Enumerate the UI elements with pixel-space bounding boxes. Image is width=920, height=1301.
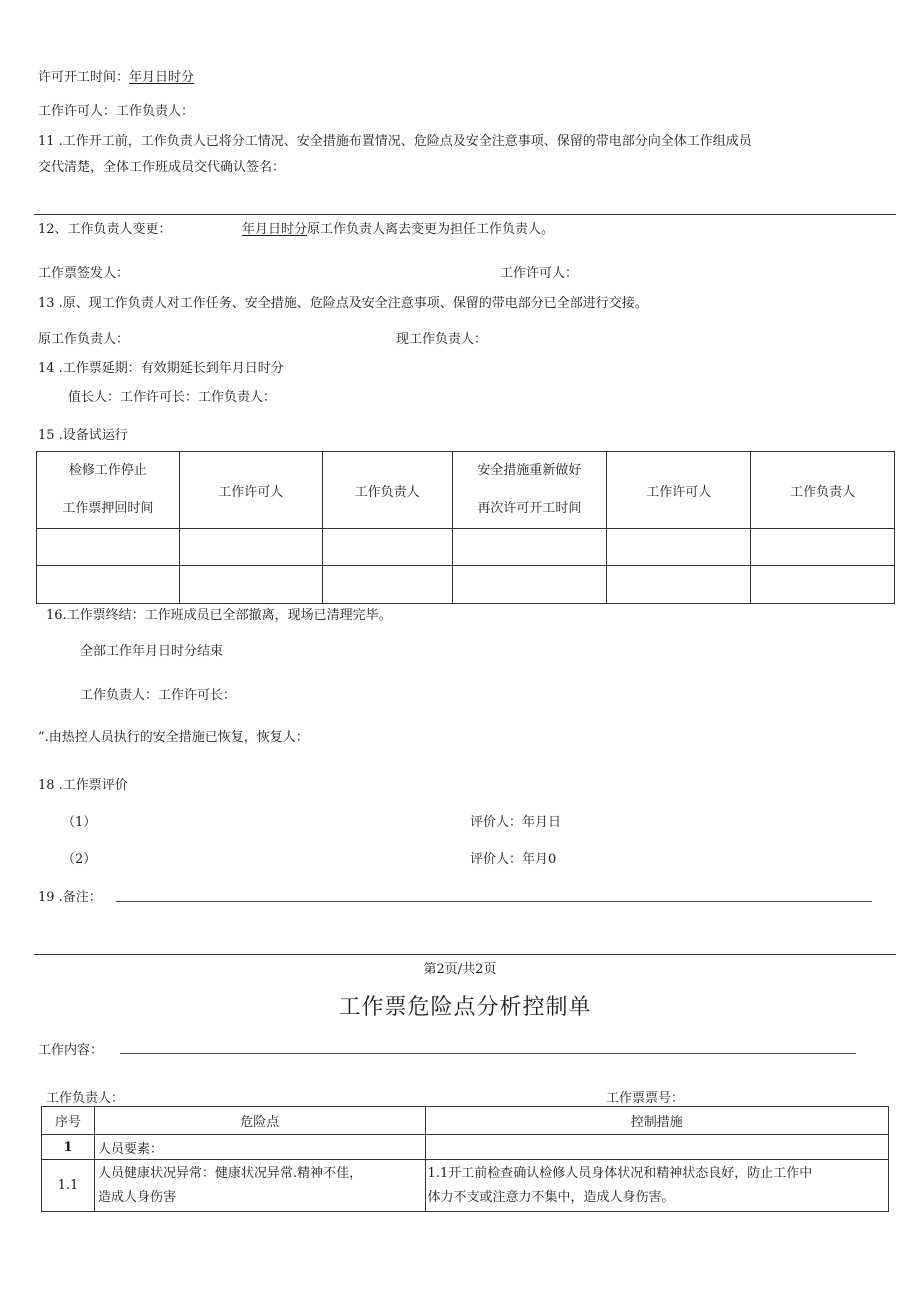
item18-title: 18 .工作票评价 (38, 778, 128, 793)
table-cell[interactable] (322, 566, 452, 604)
item12-time: 年月日时分 (242, 222, 308, 237)
table-cell[interactable] (751, 529, 895, 566)
table-cell[interactable] (179, 566, 322, 604)
old-responsible: 原工作负责人： (38, 332, 130, 347)
item11-line1: 11 .工作开工前，工作负责人已将分工情况、安全措施布置情况、危险点及安全注意事项、保留的带电部分向全体工作组成员 (38, 134, 752, 149)
item12-permitter: 工作许可人： (500, 266, 579, 281)
eval-item-2-evaluator: 评价人：年月0 (470, 852, 557, 867)
row-measure (425, 1135, 888, 1160)
permit-time-label: 许可开工时间： (38, 70, 130, 85)
trial-run-header-row (37, 452, 895, 529)
row-num: 1.1 (42, 1160, 95, 1212)
table-cell[interactable] (607, 566, 751, 604)
table-cell[interactable] (751, 566, 895, 604)
row-measure: 1.1开工前检查确认检修人员身体状况和精神状态良好，防止工作中 体力不支或注意力不集中，造成人身伤害。 (425, 1160, 888, 1212)
row-hazard: 人员要素： (94, 1135, 425, 1160)
row-num: 1 (42, 1135, 95, 1160)
header-responsible-1: 工作负责人 (322, 452, 452, 529)
item12-body (242, 218, 554, 237)
header-restart-time: 安全措施重新做好 再次许可开工时间 (452, 452, 607, 529)
row-hazard: 人员健康状况异常：健康状况异常.精神不佳， 造成人身伤害 (94, 1160, 425, 1212)
table-cell[interactable] (322, 529, 452, 566)
remarks-label: 19 .备注： (38, 890, 102, 905)
work-content-label: 工作内容： (38, 1043, 104, 1058)
permit-time (38, 66, 194, 85)
remarks-field[interactable] (116, 901, 872, 902)
table-cell[interactable] (607, 529, 751, 566)
divider-line (34, 214, 896, 215)
header-hazard: 危险点 (94, 1107, 425, 1135)
new-responsible: 现工作负责人： (396, 332, 488, 347)
permit-time-value: 年月日时分 (129, 70, 195, 85)
header-responsible-2: 工作负责人 (751, 452, 895, 529)
table-row (42, 1160, 889, 1212)
item14-text: 14 .工作票延期：有效期延长到年月日时分 (38, 361, 284, 376)
header-stop-time: 检修工作停止 工作票押回时间 (37, 452, 180, 529)
permit-people: 工作许可人：工作负责人： (38, 104, 195, 119)
page-divider (34, 954, 896, 955)
eval-item-1-num: （1） (62, 815, 97, 830)
table-cell[interactable] (452, 566, 607, 604)
header-seq: 序号 (42, 1107, 95, 1135)
table-cell[interactable] (37, 566, 180, 604)
header-permitter-2: 工作许可人 (607, 452, 751, 529)
item16-text: 16.工作票终结：工作班成员已全部撤离，现场已清理完毕。 (46, 608, 392, 623)
item16-end: 全部工作年月日时分结束 (80, 644, 224, 659)
item14-people: 值长人：工作许可长：工作负责人： (68, 390, 277, 405)
page-number: 第2页/共2页 (423, 962, 497, 977)
hazard-table (41, 1106, 889, 1212)
item11-line2: 交代清楚，全体工作班成员交代确认签名： (38, 160, 286, 175)
ticket-number: 工作票票号： (606, 1091, 685, 1106)
sheet-title: 工作票危险点分析控制单 (338, 995, 592, 1020)
table-row (42, 1135, 889, 1160)
table-cell[interactable] (179, 529, 322, 566)
item15-title: 15 .设备试运行 (38, 428, 128, 443)
table-cell[interactable] (37, 529, 180, 566)
item16-people: 工作负责人：工作许可长： (80, 688, 237, 703)
work-content-field[interactable] (120, 1053, 856, 1054)
item13-text: 13 .原、现工作负责人对工作任务、安全措施、危险点及安全注意事项、保留的带电部分已全部进行交接。 (38, 296, 648, 311)
eval-item-1-evaluator: 评价人：年月日 (470, 815, 562, 830)
table-cell[interactable] (452, 529, 607, 566)
trial-run-table (36, 451, 895, 604)
item17-text: ”.由热控人员执行的安全措施已恢复，恢复人： (38, 730, 309, 745)
item12-text: 原工作负责人离去变更为担任工作负责人。 (307, 222, 555, 237)
item12-label: 12、工作负责人变更： (38, 222, 172, 237)
hazard-header-row (42, 1107, 889, 1135)
header-permitter-1: 工作许可人 (179, 452, 322, 529)
table-row (37, 529, 895, 566)
ticket-issuer: 工作票签发人： (38, 266, 130, 281)
eval-item-2-num: （2） (62, 852, 97, 867)
header-measure: 控制措施 (425, 1107, 888, 1135)
sheet2-responsible: 工作负责人： (46, 1091, 125, 1106)
table-row (37, 566, 895, 604)
